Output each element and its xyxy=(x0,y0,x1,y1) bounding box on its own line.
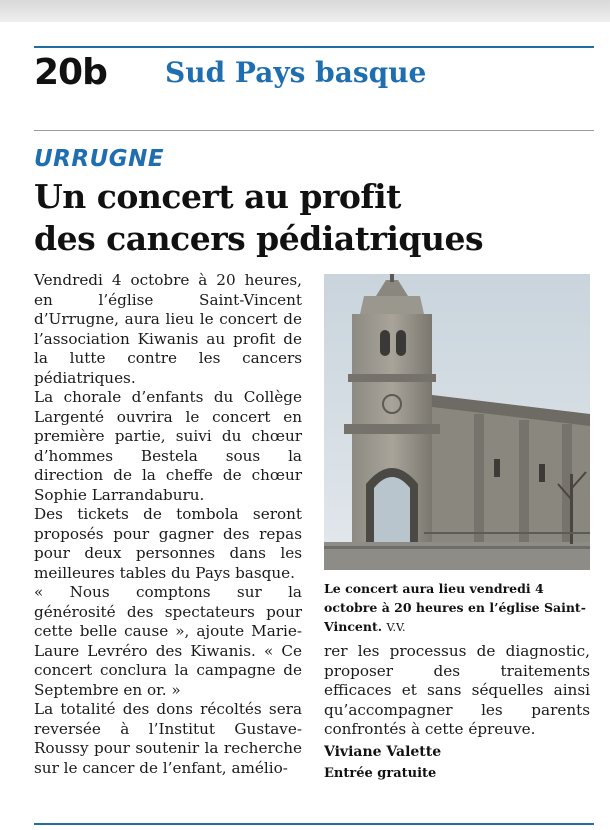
author-byline: Viviane Valette xyxy=(324,744,442,760)
photo-caption xyxy=(324,579,590,637)
body-column-right xyxy=(324,642,590,740)
body-paragraph: « Nous comptons sur la générosité des spectateurs pour cette belle cause », ajoute Marie-Laure Levréro des Kiwanis. « Ce concert conclura la campagne de Septembre en or. » xyxy=(34,583,302,699)
body-paragraph: La totalité des dons récoltés sera reversée à l’Institut Gustave-Roussy pour soutenir la recherche sur le cancer de l’enfant, amélio- xyxy=(34,700,302,777)
headline-line-1: Un concert au profit xyxy=(34,177,401,216)
bottom-rule xyxy=(34,823,594,825)
body-column-left xyxy=(34,271,302,778)
headline-line-2: des cancers pédiatriques xyxy=(34,219,484,258)
body-paragraph: La chorale d’enfants du Collège Largenté ouvrira le concert en première partie, suivi du chœur d’hommes Bestela sous la direction de la cheffe de chœur Sophie Larrandaburu. xyxy=(34,388,302,504)
body-paragraph: rer les processus de diagnostic, proposer des traitements efficaces et sans séquelles ainsi qu’accompagner les parents confrontés à cette épreuve. xyxy=(324,642,590,738)
top-rule xyxy=(34,46,594,48)
article-headline xyxy=(34,176,594,260)
photo-credit: V.V. xyxy=(386,621,406,634)
church-illustration xyxy=(324,274,590,570)
body-paragraph: Vendredi 4 octobre à 20 heures, en l’église Saint-Vincent d’Urrugne, aura lieu le concert de l’association Kiwanis au profit de la lutte contre les cancers pédiatriques. xyxy=(34,271,302,387)
entry-info: Entrée gratuite xyxy=(324,766,437,781)
article-kicker: URRUGNE xyxy=(34,146,165,172)
church-photo xyxy=(324,274,590,570)
caption-text: Le concert aura lieu vendredi 4 octobre à 20 heures en l’église Saint-Vincent. xyxy=(324,581,586,634)
page-number: 20b xyxy=(34,52,107,93)
top-bar xyxy=(0,0,610,22)
body-paragraph: Des tickets de tombola seront proposés pour gagner des repas pour deux personnes dans les meilleures tables du Pays basque. xyxy=(34,505,302,582)
section-divider xyxy=(34,130,594,131)
section-title: Sud Pays basque xyxy=(165,56,427,89)
